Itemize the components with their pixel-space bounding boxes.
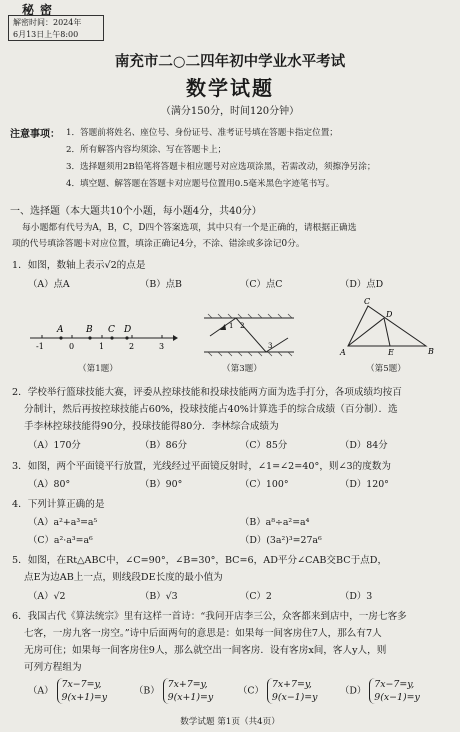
q6-a-eq2: 9(x+1)=y [61, 692, 108, 703]
page-footer: 数学试题 第1页（共4页） [180, 717, 280, 727]
axis-label-d: D [124, 325, 132, 335]
triangle-figure [338, 296, 442, 358]
q2-line2: 分制计，然后再按控球技能占60%，投球技能占40%计算选手的综合成绩（百分制）．选 [24, 404, 398, 415]
section-desc-2: 项的代号填涂答题卡对应位置，填涂正确记4分，不涂、错涂或多涂记0分。 [12, 239, 305, 249]
q6-line1: 6．我国古代《算法统宗》里有这样一首诗：“我问开店李三公，众客都来到店中，一房七客多 [12, 611, 407, 622]
q4-line1: 4．下列计算正确的是 [12, 499, 105, 510]
number-line-figure [28, 318, 178, 352]
q1-option-b[interactable]: （B）点B [140, 279, 182, 290]
q2-option-c[interactable]: （C）85分 [240, 440, 288, 451]
q2-option-a[interactable]: （A）170分 [28, 440, 81, 451]
q5-option-b[interactable]: （B）√3 [140, 591, 178, 602]
angle-label-3: 3 [268, 342, 273, 350]
axis-label-b: B [86, 325, 93, 335]
q1-option-d[interactable]: （D）点D [340, 279, 384, 290]
triangle-label-a: A [340, 348, 346, 357]
triangle-label-b: B [428, 347, 434, 356]
q6-option-a[interactable] [28, 678, 107, 704]
q6-c-eq2: 9(x−1)=y [271, 692, 318, 703]
q6-line2: 七客，一房九客一房空。”诗中后面两句的意思是：如果每一间客房住7人，那么有7人 [24, 628, 382, 639]
q5-line2: 点E为边AB上一点，则线段DE长度的最小值为 [24, 572, 223, 583]
figure1-caption: （第1题） [78, 364, 118, 374]
note-item-2: 2．所有解答内容均须涂、写在答题卡上； [66, 145, 227, 155]
decrypt-time-line2: 6月13日上午8:00 [13, 30, 79, 39]
q3-option-b[interactable]: （B）90° [140, 479, 183, 490]
q6-b-eq2: 9(x+1)=y [167, 692, 214, 703]
axis-label-c: C [108, 325, 115, 335]
note-item-3: 3．选择题须用2B铅笔将答题卡相应题号对应选项涂黑，若需改动，须擦净另涂； [66, 162, 376, 172]
q6-option-b-label: （B） [134, 685, 160, 697]
q6-c-eq1: 7x+7=y, [271, 679, 312, 690]
q6-option-a-label: （A） [28, 685, 54, 697]
exam-title: 南充市二○二四年初中学业水平考试 [114, 53, 346, 70]
secret-label: 秘密 [22, 3, 59, 17]
q2-line3: 手李林控球技能得90分，投球技能得80分．李林综合成绩为 [24, 421, 279, 432]
q3-option-a[interactable]: （A）80° [28, 479, 71, 490]
axis-tick-0: 0 [69, 342, 75, 351]
q1-option-c[interactable]: （C）点C [240, 279, 283, 290]
axis-tick-3: 3 [159, 342, 165, 351]
q1-stem-root: √2 [104, 260, 117, 271]
note-item-4: 4．填空题、解答题在答题卡对应题号位置用0.5毫米黑色字迹笔书写。 [66, 179, 335, 189]
angle-label-1: 1 [229, 322, 234, 330]
q6-option-d-system [369, 678, 420, 704]
note-item-1: 1．答题前将姓名、座位号、身份证号、准考证号填在答题卡指定位置； [66, 128, 338, 138]
score-time-line: （满分150分，时间120分钟） [160, 106, 300, 117]
q4-option-d[interactable]: （D）(3a²)³=27a⁶ [240, 535, 322, 546]
q2-option-b[interactable]: （B）86分 [140, 440, 187, 451]
q6-option-b[interactable] [134, 678, 213, 704]
triangle-label-c: C [364, 297, 371, 306]
decrypt-time-line1: 解密时间：2024年 [13, 18, 82, 27]
q6-option-c[interactable] [238, 678, 317, 704]
q1-stem-b: 的点是 [116, 260, 146, 271]
figure3-caption: （第3题） [222, 364, 262, 374]
q6-line3: 无房可住；如果每一间客房住9人，那么就空出一间客房．设有客房x间，客人y人，则 [24, 645, 387, 656]
q3-line1: 3．如图，两个平面镜平行放置，光线经过平面镜反射时，∠1=∠2=40°，则∠3的度数为 [12, 461, 392, 472]
q6-option-c-label: （C） [238, 685, 264, 697]
q2-option-d[interactable]: （D）84分 [340, 440, 388, 451]
q4-option-c[interactable]: （C）a²·a³=a⁶ [28, 535, 93, 546]
q6-option-d[interactable] [340, 678, 420, 704]
figure5-caption: （第5题） [366, 364, 406, 374]
q6-line4: 可列方程组为 [24, 662, 82, 673]
axis-tick-neg1: -1 [36, 342, 44, 351]
q1-stem [12, 257, 145, 271]
q6-a-eq1: 7x−7=y, [61, 679, 102, 690]
subject-title: 数学试题 [186, 76, 274, 100]
q5-option-c[interactable]: （C）2 [240, 591, 272, 602]
q6-option-a-system [57, 678, 108, 704]
q1-option-a[interactable]: （A）点A [28, 279, 70, 290]
angle-label-2: 2 [240, 322, 245, 330]
q2-line1: 2．学校举行篮球技能大赛，评委从控球技能和投球技能两方面为选手打分，各项成绩均按百 [12, 387, 402, 398]
axis-tick-2: 2 [129, 342, 135, 351]
q6-b-eq1: 7x+7=y, [167, 679, 208, 690]
q6-option-d-label: （D） [340, 685, 367, 697]
mirrors-figure [196, 312, 300, 362]
triangle-label-e: E [388, 348, 394, 357]
q3-option-c[interactable]: （C）100° [240, 479, 289, 490]
decrypt-time-box [8, 15, 104, 41]
q6-d-eq1: 7x−7=y, [374, 679, 415, 690]
triangle-label-d: D [386, 310, 393, 319]
axis-label-a: A [57, 325, 64, 335]
q3-option-d[interactable]: （D）120° [340, 479, 389, 490]
q4-option-b[interactable]: （B）a⁸÷a²=a⁴ [240, 517, 310, 528]
q6-d-eq2: 9(x−1)=y [374, 692, 420, 703]
q5-line1: 5．如图，在Rt△ABC中，∠C=90°，∠B=30°，BC=6，AD平分∠CAB交BC于点D， [12, 555, 388, 566]
q4-option-a[interactable]: （A）a²+a³=a⁵ [28, 517, 98, 528]
axis-tick-1: 1 [99, 342, 105, 351]
q5-option-a[interactable]: （A）√2 [28, 591, 66, 602]
q6-option-c-system [267, 678, 318, 704]
notes-label: 注意事项： [10, 129, 60, 140]
q1-stem-a: 1．如图，数轴上表示 [12, 260, 105, 271]
section-desc-1: 每小题都有代号为A，B，C，D四个答案选项，其中只有一个是正确的，请根据正确选 [22, 223, 357, 233]
section-heading: 一、选择题（本大题共10个小题，每小题4分，共40分） [10, 206, 262, 217]
q6-option-b-system [163, 678, 214, 704]
q5-option-d[interactable]: （D）3 [340, 591, 373, 602]
